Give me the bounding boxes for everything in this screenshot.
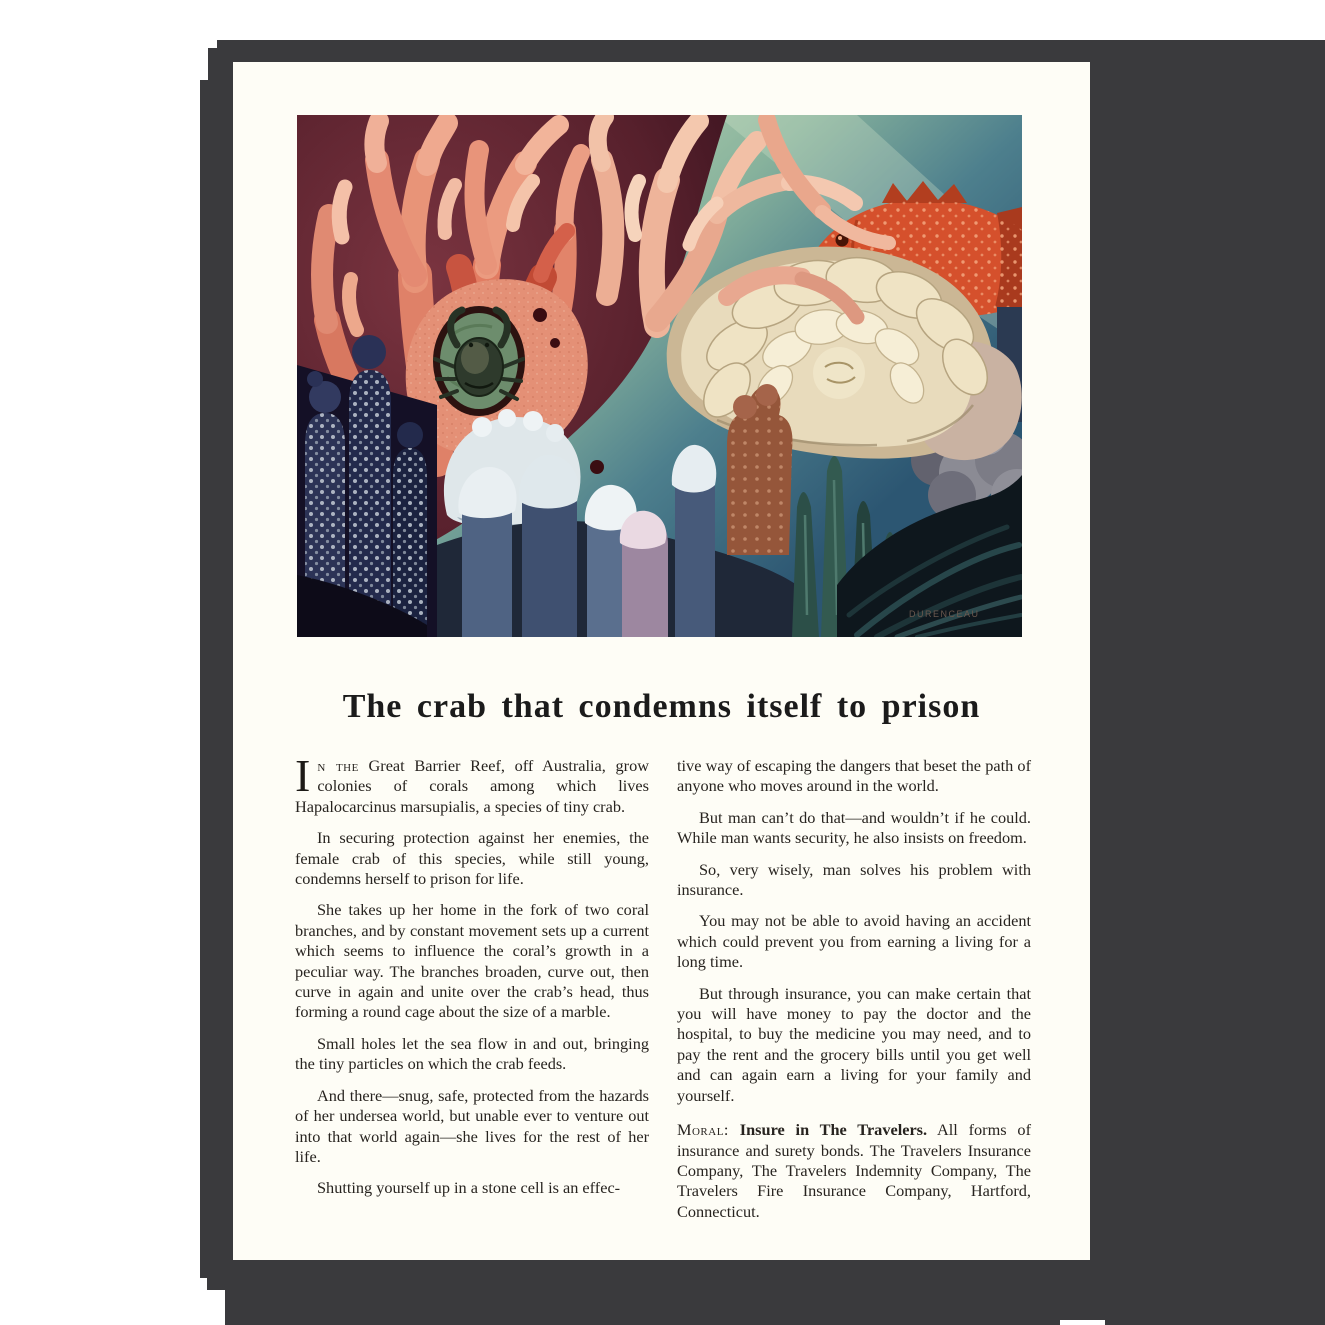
paragraph: But through insurance, you can make certain that you will have money to pay the doctor and the hospital, to buy the medicine you may need, and to pay the rent and the grocery bills until you get well and can again earn a living for your family and yourself. — [677, 983, 1031, 1105]
paragraph: You may not be able to avoid having an accident which could prevent you from earning a living for a long time. — [677, 911, 1031, 972]
moral-bold: Insure in The Travelers. — [739, 1120, 928, 1140]
paragraph: And there—snug, safe, protected from the hazards of her undersea world, but unable ever to venture out into that world again—she lives for the rest of her life. — [295, 1085, 649, 1166]
artist-signature: DURENCEAU — [909, 609, 980, 619]
small-caps-lead: n the — [317, 756, 359, 775]
moral-paragraph — [677, 1120, 1031, 1222]
left-column — [295, 750, 649, 1233]
paragraph: tive way of escaping the dangers that beset the path of anyone who moves around in the world. — [677, 756, 1031, 796]
paragraph: Small holes let the sea flow in and out, bringing the tiny particles on which the crab feeds. — [295, 1033, 649, 1074]
coral-reef-illustration — [297, 115, 1022, 637]
moral-text: All forms of insurance and surety bonds. The Travelers Insurance Company, The Travelers Indemnity Company, The Travelers Fire Insurance Company, Hartford, Connecticut. — [677, 1120, 1031, 1221]
drop-cap: I — [295, 750, 311, 801]
moral-label: Moral: — [677, 1120, 729, 1140]
right-column — [677, 756, 1031, 1233]
headline: The crab that condemns itself to prison — [342, 688, 981, 725]
paragraph: She takes up her home in the fork of two coral branches, and by constant movement sets up a current which seems to influence the coral’s growth in a peculiar way. The branches broaden, curve out, then curve in again and unite over the crab’s head, thus forming a round cage about the size of a marble. — [295, 900, 649, 1022]
advertisement-page — [233, 62, 1090, 1260]
article-body — [295, 750, 1031, 1233]
paragraph: So, very wisely, man solves his problem with insurance. — [677, 859, 1031, 900]
paragraph: In securing protection against her enemies, the female crab of this species, while still young, condemns herself to prison for life. — [295, 828, 649, 889]
paragraph — [295, 750, 649, 817]
paragraph-text: Great Barrier Reef, off Australia, grow colonies of corals among which lives Hapalocarcinus marsupialis, a species of tiny crab. — [295, 756, 649, 816]
paragraph: Shutting yourself up in a stone cell is an effec- — [317, 1178, 621, 1198]
paragraph: But man can’t do that—and wouldn’t if he could. While man wants security, he also insists on freedom. — [677, 807, 1031, 848]
